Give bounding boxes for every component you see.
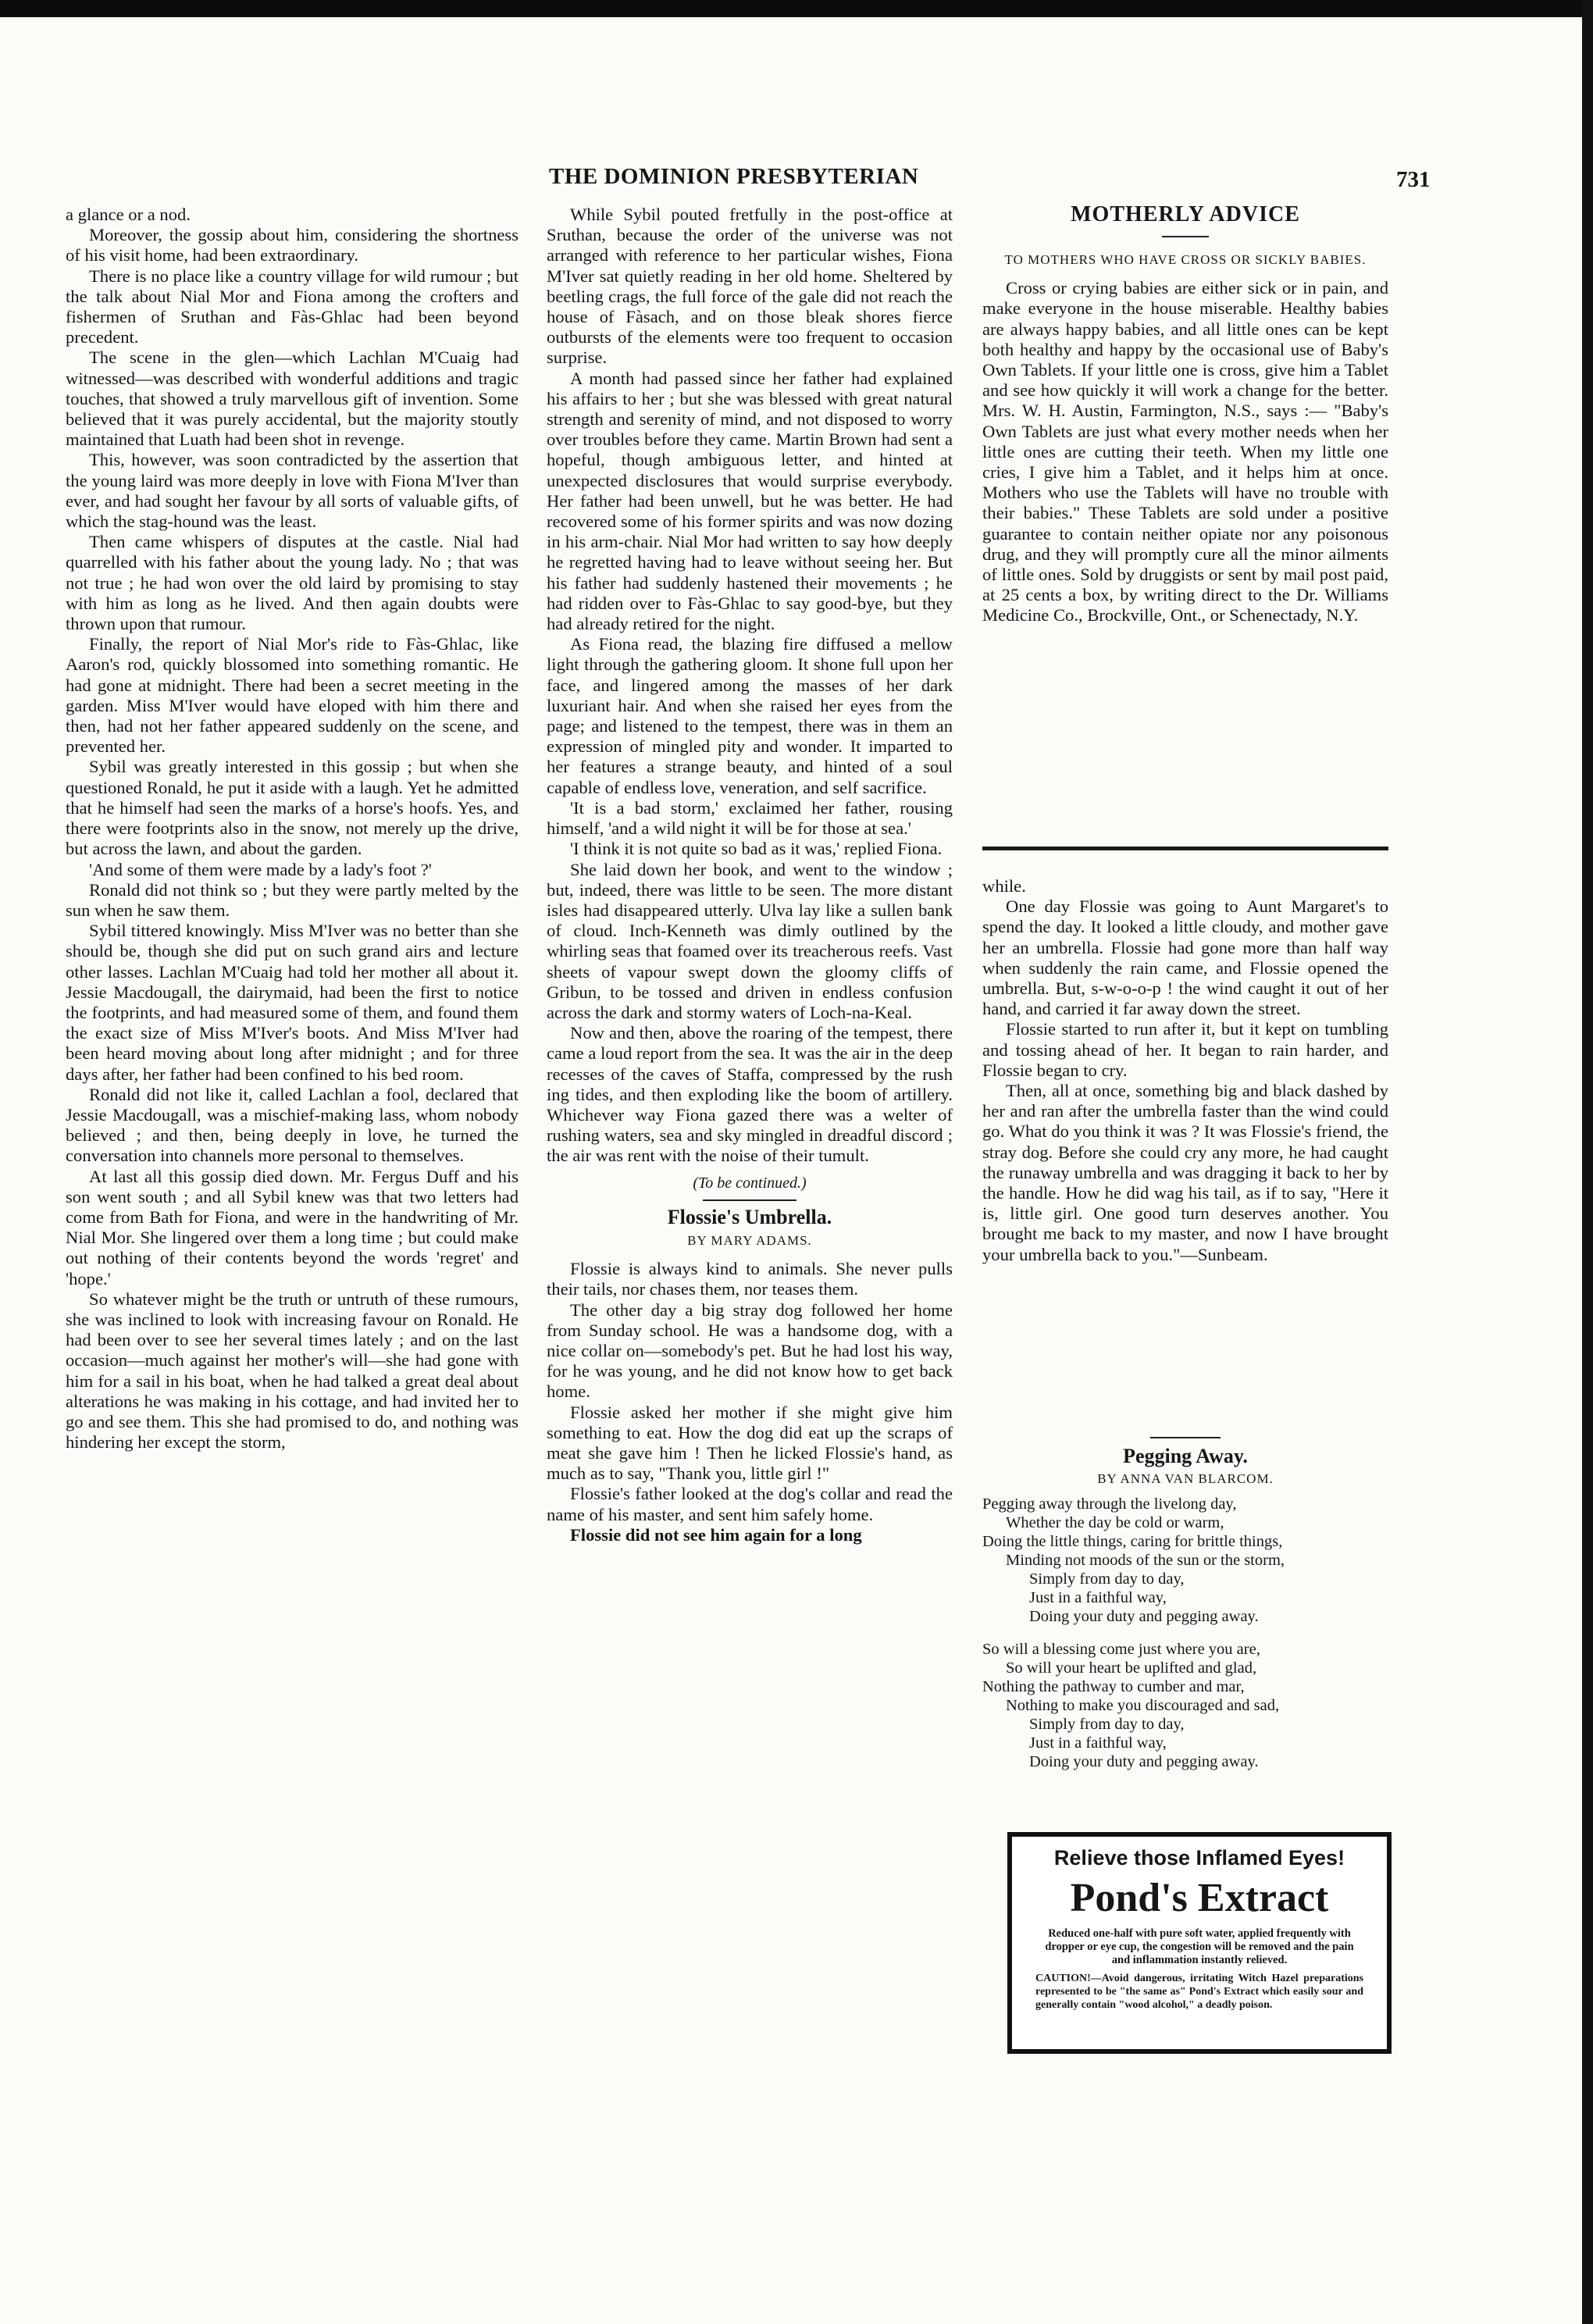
poem-title: Pegging Away. <box>1123 1445 1248 1467</box>
column-2 <box>547 205 953 1545</box>
poem-line: Just in a faithful way, <box>1029 1734 1167 1752</box>
ad-caution: CAUTION!—Avoid dangerous, irritating Witch Hazel preparations represented to be "the same as" Pond's Extract which easily sour and generally contain "wood alcohol," a deadly poison. <box>1035 1973 1363 2011</box>
paragraph: while. <box>982 876 1026 896</box>
paragraph: At last all this gossip died down. Mr. Fergus Duff and his son went south ; and all Sybil knew was that two letters had come from Bath for Fiona, and were in the handwriting of Mr. Nial Mor. She lingered over them a long time ; but could make out nothing of their contents beyond the words 'regret' and 'hope.' <box>66 1166 519 1289</box>
paragraph: So whatever might be the truth or untruth of these rumours, she was inclined to look with increasing favour on Ronald. He had been over to see her several times lately ; and on the last occasion—much against her mother's will—she had gone with him for a sail in his boat, when he had talked a great deal about alterations he was making in his cottage, and had invited her to go and see them. This she had promised to do, and nothing was hindering her except the storm, <box>66 1289 519 1452</box>
paragraph: The other day a big stray dog followed her home from Sunday school. He was a handsome dog, with a nice collar on—somebody's pet. But he had lost his way, for he was young, and he did not know how to get back home. <box>547 1299 953 1402</box>
paragraph: 'I think it is not quite so bad as it was,' replied Fiona. <box>570 839 943 859</box>
flossie-title: Flossie's Umbrella. <box>667 1205 832 1228</box>
scan-top-border <box>0 0 1593 17</box>
paragraph: Flossie is always kind to animals. She never pulls their tails, nor chases them, nor teases them. <box>547 1259 953 1299</box>
poem-line: Doing your duty and pegging away. <box>1029 1753 1259 1770</box>
paragraph: Then, all at once, something big and black dashed by her and ran after the umbrella faster than the wind could go. What do you think it was ? It was Flossie's friend, the stray dog. Before she could cry any more, he had caught the runaway umbrella and was dragging it back to her by the handle. How he did wag his tail, as if to say, "Here it is, little girl. One good turn deserves another. You brought me back to my master, and now I have brought your umbrella back to you."—Sunbeam. <box>982 1081 1388 1264</box>
paragraph: Flossie's father looked at the dog's collar and read the name of his master, and sent him safely home. <box>547 1484 953 1524</box>
column-1 <box>66 205 519 1452</box>
page-number: 731 <box>1396 167 1431 192</box>
poem-stanza-2 <box>982 1640 1388 1771</box>
section-divider <box>982 847 1388 850</box>
ad-headline: Relieve those Inflamed Eyes! <box>1053 1846 1345 1870</box>
poem-line: Simply from day to day, <box>1029 1716 1185 1733</box>
paragraph: Ronald did not think so ; but they were partly melted by the sun when he saw them. <box>66 879 519 920</box>
poem-section <box>982 1437 1388 1771</box>
poem-line: Simply from day to day, <box>1029 1570 1185 1588</box>
ponds-extract-ad <box>1007 1832 1392 2054</box>
poem-line: So will a blessing come just where you are, <box>982 1641 1260 1658</box>
paragraph: Finally, the report of Nial Mor's ride to Fàs-Ghlac, like Aaron's rod, quickly blossomed into something romantic. He had gone at midnight. There had been a secret meeting in the garden. Miss M'Iver would have eloped with him there and then, had not her father appeared suddenly on the scene, and prevented her. <box>66 634 519 757</box>
poem-line: Pegging away through the livelong day, <box>982 1495 1237 1513</box>
paragraph: There is no place like a country village for wild rumour ; but the talk about Nial Mor and Fiona among the crofters and fishermen of Sruthan and Fàs-Ghlac had been beyond precedent. <box>66 266 519 348</box>
paragraph: Sybil tittered knowingly. Miss M'Iver was no better than she should be, though she did put on such grand airs and lecture other lasses. Lachlan M'Cuaig had told her mother all about it. Jessie Macdougall, the dairymaid, had been the first to notice the footprints, and had measured some of them, and found them the exact size of Miss M'Iver's boots. And Miss M'Iver had been heard moving about long after midnight ; and for three days after, her father had been confined to his bed room. <box>66 921 519 1084</box>
flossie-byline: BY MARY ADAMS. <box>687 1232 812 1248</box>
poem-line: Whether the day be cold or warm, <box>1006 1514 1224 1531</box>
paragraph: As Fiona read, the blazing fire diffused a mellow light through the gathering gloom. It shone full upon her face, and lingered among the masses of her dark luxuriant hair. And when she raised her eyes from the page; and listened to the tempest, there was in them an expression of mingled pity and wonder. It imparted to her features a strange beauty, and hinted of a soul capable of endless love, veneration, and self sacrifice. <box>547 634 953 797</box>
poem-stanza-1 <box>982 1495 1388 1626</box>
poem-byline: BY ANNA VAN BLARCOM. <box>1097 1471 1274 1486</box>
paragraph: 'It is a bad storm,' exclaimed her father, rousing himself, 'and a wild night it will be for those at sea.' <box>547 797 953 839</box>
masthead-title: THE DOMINION PRESBYTERIAN <box>549 164 919 189</box>
section-divider <box>1150 1437 1221 1438</box>
paragraph: She laid down her book, and went to the window ; but, indeed, there was little to be seen. The more distant isles had disappeared utterly. Ulva lay like a sullen bank of cloud. Inch-Kenneth was dimly outlined by the whirling seas that foamed over its treacherous reefs. Vast sheets of vapour swept down the gloomy cliffs of Gribun, to be tossed and driven in endless confusion across the dark and stormy waters of Loch-na-Keal. <box>547 859 953 1022</box>
paragraph: Then came whispers of disputes at the castle. Nial had quarrelled with his father about the young lady. No ; that was not true ; he had won over the old laird by promising to stay with him as long as he lived. And then again doubts were thrown upon that rumour. <box>66 532 519 634</box>
paragraph: Moreover, the gossip about him, considering the shortness of his visit home, had been extraordinary. <box>66 225 519 266</box>
paragraph: Now and then, above the roaring of the tempest, there came a loud report from the sea. It was the air in the deep recesses of the caves of Staffa, compressed by the rush ing tides, and then exploding like the boom of artillery. Whichever way Fiona gazed there was a welter of rushing waters, sea and sky mingled in dreadful discord ; the air was rent with the noise of their tumult. <box>547 1023 953 1166</box>
paragraph: This, however, was soon contradicted by the assertion that the young laird was more deeply in love with Fiona M'Iver than ever, and had sought her favour by all sorts of valuable gifts, of which the stag-hound was the least. <box>66 450 519 532</box>
paragraph: 'And some of them were made by a lady's foot ?' <box>89 859 432 879</box>
paragraph: Flossie asked her mother if she might give him something to eat. How the dog did eat up the scraps of meat she gave him ! Then he licked Flossie's hand, as much as to say, "Thank you, little girl !" <box>547 1402 953 1484</box>
section-divider <box>703 1199 796 1201</box>
poem-line: Nothing the pathway to cumber and mar, <box>982 1678 1245 1695</box>
poem-line: So will your heart be uplifted and glad, <box>1006 1659 1257 1677</box>
paragraph: The scene in the glen—which Lachlan M'Cuaig had witnessed—was described with wonderful additions and tragic touches, that showed a truly marvellous gift of invention. Some believed that it was purely accidental, but the majority stoutly maintained that Luath had been shot in revenge. <box>66 348 519 450</box>
paragraph: Sybil was greatly interested in this gossip ; but when she questioned Ronald, he put it aside with a laugh. Yet he admitted that he himself had seen the marks of a horse's hoofs. Yes, and there were footprints also in the snow, not merely up the drive, but across the lawn, and about the garden. <box>66 757 519 859</box>
paragraph: A month had passed since her father had explained his affairs to her ; but she was blessed with great natural strength and serenity of mind, and not disposed to worry over troubles before they came. Martin Brown had sent a hopeful, though ambiguous letter, and hinted at unexpected disclosures that would surprise everybody. Her father had been unwell, but he was better. He had recovered some of his former spirits and was now dozing in his arm-chair. Nial Mor had written to say how deeply he regretted having had to leave without seeing her. But his father had suddenly hastened their movements ; he had ridden over to Fàs-Ghlac to say good-bye, but they had already retired for the night. <box>547 368 953 634</box>
paragraph: Flossie did not see him again for a long <box>570 1524 862 1545</box>
section-divider <box>1162 236 1209 237</box>
ad-brand: Pond's Extract <box>1070 1876 1329 1920</box>
paragraph: Ronald did not like it, called Lachlan a fool, declared that Jessie Macdougall, was a mischief-making lass, whom nobody believed ; and then, being deeply in love, he turned the conversation into channels more personal to themselves. <box>66 1084 519 1166</box>
poem-line: Minding not moods of the sun or the storm, <box>1006 1552 1285 1569</box>
motherly-advice-section <box>982 202 1388 626</box>
paragraph: One day Flossie was going to Aunt Margaret's to spend the day. It looked a little cloudy, and mother gave her an umbrella. Flossie had gone more than half way when suddenly the rain came, and Flossie opened the umbrella. But, s-w-o-o-p ! the wind caught it out of her hand, and carried it far away down the street. <box>982 896 1388 1019</box>
poem-line: Doing your duty and pegging away. <box>1029 1608 1259 1625</box>
paragraph: Flossie started to run after it, but it kept on tumbling and tossing ahead of her. It began to rain harder, and Flossie began to cry. <box>982 1019 1388 1080</box>
scan-right-border <box>1582 0 1593 2324</box>
poem-line: Doing the little things, caring for brittle things, <box>982 1533 1283 1550</box>
advice-title: MOTHERLY ADVICE <box>1071 202 1300 226</box>
column-3-flossie-continued <box>982 876 1388 1265</box>
ad-body: Reduced one-half with pure soft water, applied frequently with dropper or eye cup, the congestion will be removed and the pain and inflammation instantly relieved. <box>1045 1927 1354 1966</box>
poem-line: Just in a faithful way, <box>1029 1589 1167 1606</box>
advice-body: Cross or crying babies are either sick or in pain, and make everyone in the house miserable. Healthy babies are always happy babies, and all little ones can be kept both healthy and happy by the occasional use of Baby's Own Tablets. If your little one is cross, give him a Tablet and see how quickly it will work a change for the better. Mrs. W. H. Austin, Farmington, N.S., says :— "Baby's Own Tablets are just what every mother needs when her little ones are cutting their teeth. When my little one cries, I give him a Tablet, and it helps him at once. Mothers who use the Tablets will have no trouble with their babies." These Tablets are sold under a positive guarantee to contain neither opiate nor any poisonous drug, and they will promptly cure all the minor ailments of little ones. Sold by druggists or sent by mail post paid, at 25 cents a box, by writing direct to the Dr. Williams Medicine Co., Brockville, Ont., or Schenectady, N.Y. <box>982 278 1388 626</box>
advice-subtitle: TO MOTHERS WHO HAVE CROSS OR SICKLY BABIES. <box>1004 252 1367 268</box>
poem-line: Nothing to make you discouraged and sad, <box>1006 1697 1280 1714</box>
paragraph: While Sybil pouted fretfully in the post-office at Sruthan, because the order of the universe was not arranged with reference to her particular wishes, Fiona M'Iver sat quietly reading in her old home. Sheltered by beetling crags, the full force of the gale did not reach the house of Fàsach, and on those bleak shores fierce outbursts of the elements were too frequent to occasion surprise. <box>547 205 953 368</box>
paragraph: a glance or a nod. <box>66 205 191 224</box>
to-be-continued-note: (To be continued.) <box>693 1174 807 1192</box>
